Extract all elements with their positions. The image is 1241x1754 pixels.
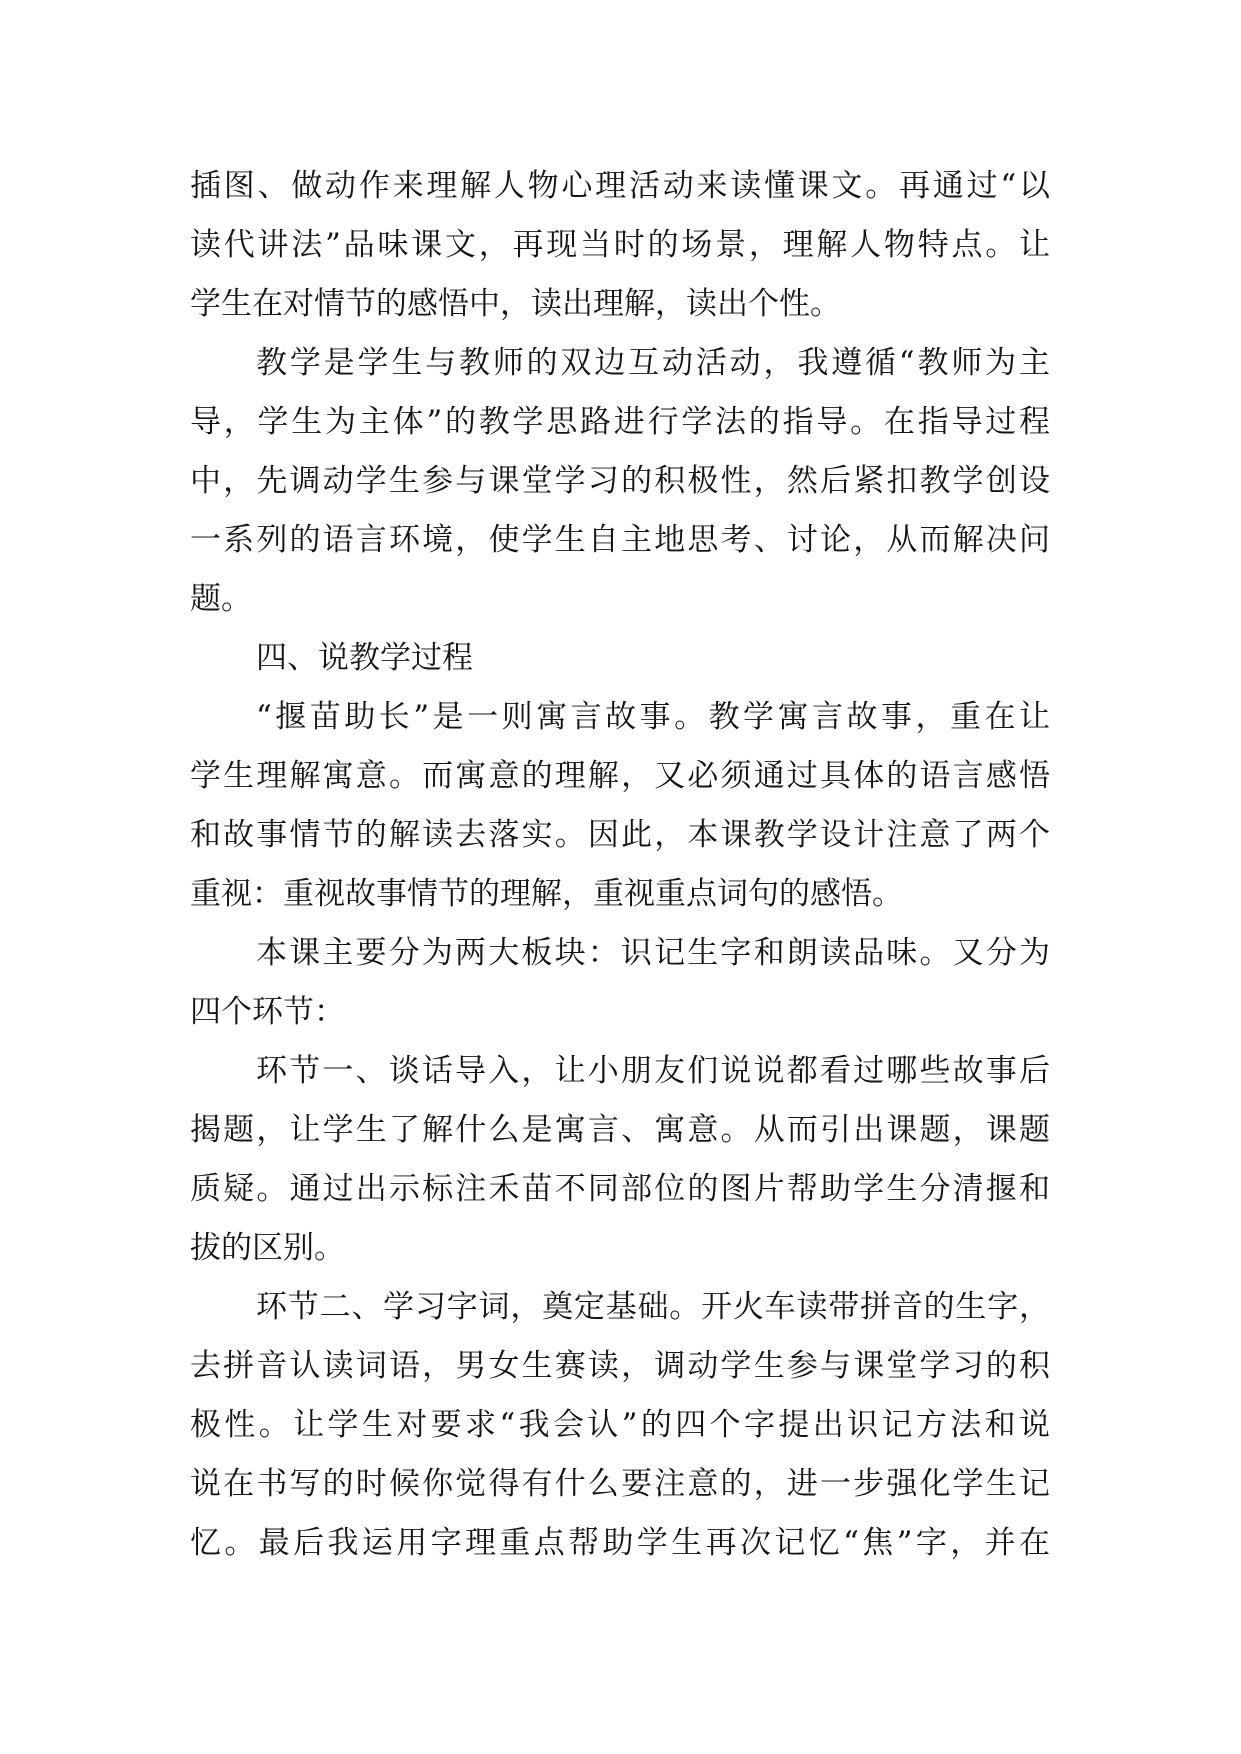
text-line: 一系列的语言环境，使学生自主地思考、讨论，从而解决问 bbox=[190, 522, 1050, 558]
text-line: 导，学生为主体”的教学思路进行学法的指导。在指导过程 bbox=[190, 404, 1050, 440]
text-line: “揠苗助长”是一则寓言故事。教学寓言故事，重在让 bbox=[256, 699, 1050, 735]
text-line: 极性。让学生对要求“我会认”的四个字提出识记方法和说 bbox=[190, 1407, 1050, 1443]
text-line: 中，先调动学生参与课堂学习的积极性，然后紧扣教学创设 bbox=[190, 463, 1050, 499]
paragraph bbox=[190, 157, 1050, 334]
document-body bbox=[190, 157, 1050, 1573]
text-line: 质疑。通过出示标注禾苗不同部位的图片帮助学生分清揠和 bbox=[190, 1171, 1050, 1207]
text-line: 环节一、谈话导入，让小朋友们说说都看过哪些故事后 bbox=[256, 1053, 1050, 1089]
text-line: 重视：重视故事情节的理解，重视重点词句的感悟。 bbox=[190, 876, 903, 912]
text-line: 学生在对情节的感悟中，读出理解，读出个性。 bbox=[190, 286, 841, 322]
paragraph bbox=[190, 1278, 1050, 1573]
text-line: 拔的区别。 bbox=[190, 1230, 345, 1266]
paragraph bbox=[190, 1042, 1050, 1278]
text-line: 忆。最后我运用字理重点帮助学生再次记忆“焦”字，并在 bbox=[190, 1525, 1050, 1561]
text-line: 本课主要分为两大板块：识记生字和朗读品味。又分为 bbox=[256, 935, 1050, 971]
text-line: 环节二、学习字词，奠定基础。开火车读带拼音的生字， bbox=[256, 1289, 1050, 1325]
text-line: 读代讲法”品味课文，再现当时的场景，理解人物特点。让 bbox=[190, 227, 1050, 263]
section-heading-text: 四、说教学过程 bbox=[256, 640, 473, 676]
paragraph bbox=[190, 924, 1050, 1042]
text-line: 和故事情节的解读去落实。因此，本课教学设计注意了两个 bbox=[190, 817, 1050, 853]
text-line: 题。 bbox=[190, 581, 252, 617]
paragraph bbox=[190, 334, 1050, 629]
text-line: 教学是学生与教师的双边互动活动，我遵循“教师为主 bbox=[256, 345, 1050, 381]
text-line: 学生理解寓意。而寓意的理解，又必须通过具体的语言感悟 bbox=[190, 758, 1050, 794]
paragraph bbox=[190, 688, 1050, 924]
text-line: 揭题，让学生了解什么是寓言、寓意。从而引出课题，课题 bbox=[190, 1112, 1050, 1148]
text-line: 说在书写的时候你觉得有什么要注意的，进一步强化学生记 bbox=[190, 1466, 1050, 1502]
text-line: 去拼音认读词语，男女生赛读，调动学生参与课堂学习的积 bbox=[190, 1348, 1050, 1384]
text-line: 四个环节： bbox=[190, 994, 345, 1030]
text-line: 插图、做动作来理解人物心理活动来读懂课文。再通过“以 bbox=[190, 168, 1050, 204]
section-heading bbox=[190, 629, 1050, 688]
